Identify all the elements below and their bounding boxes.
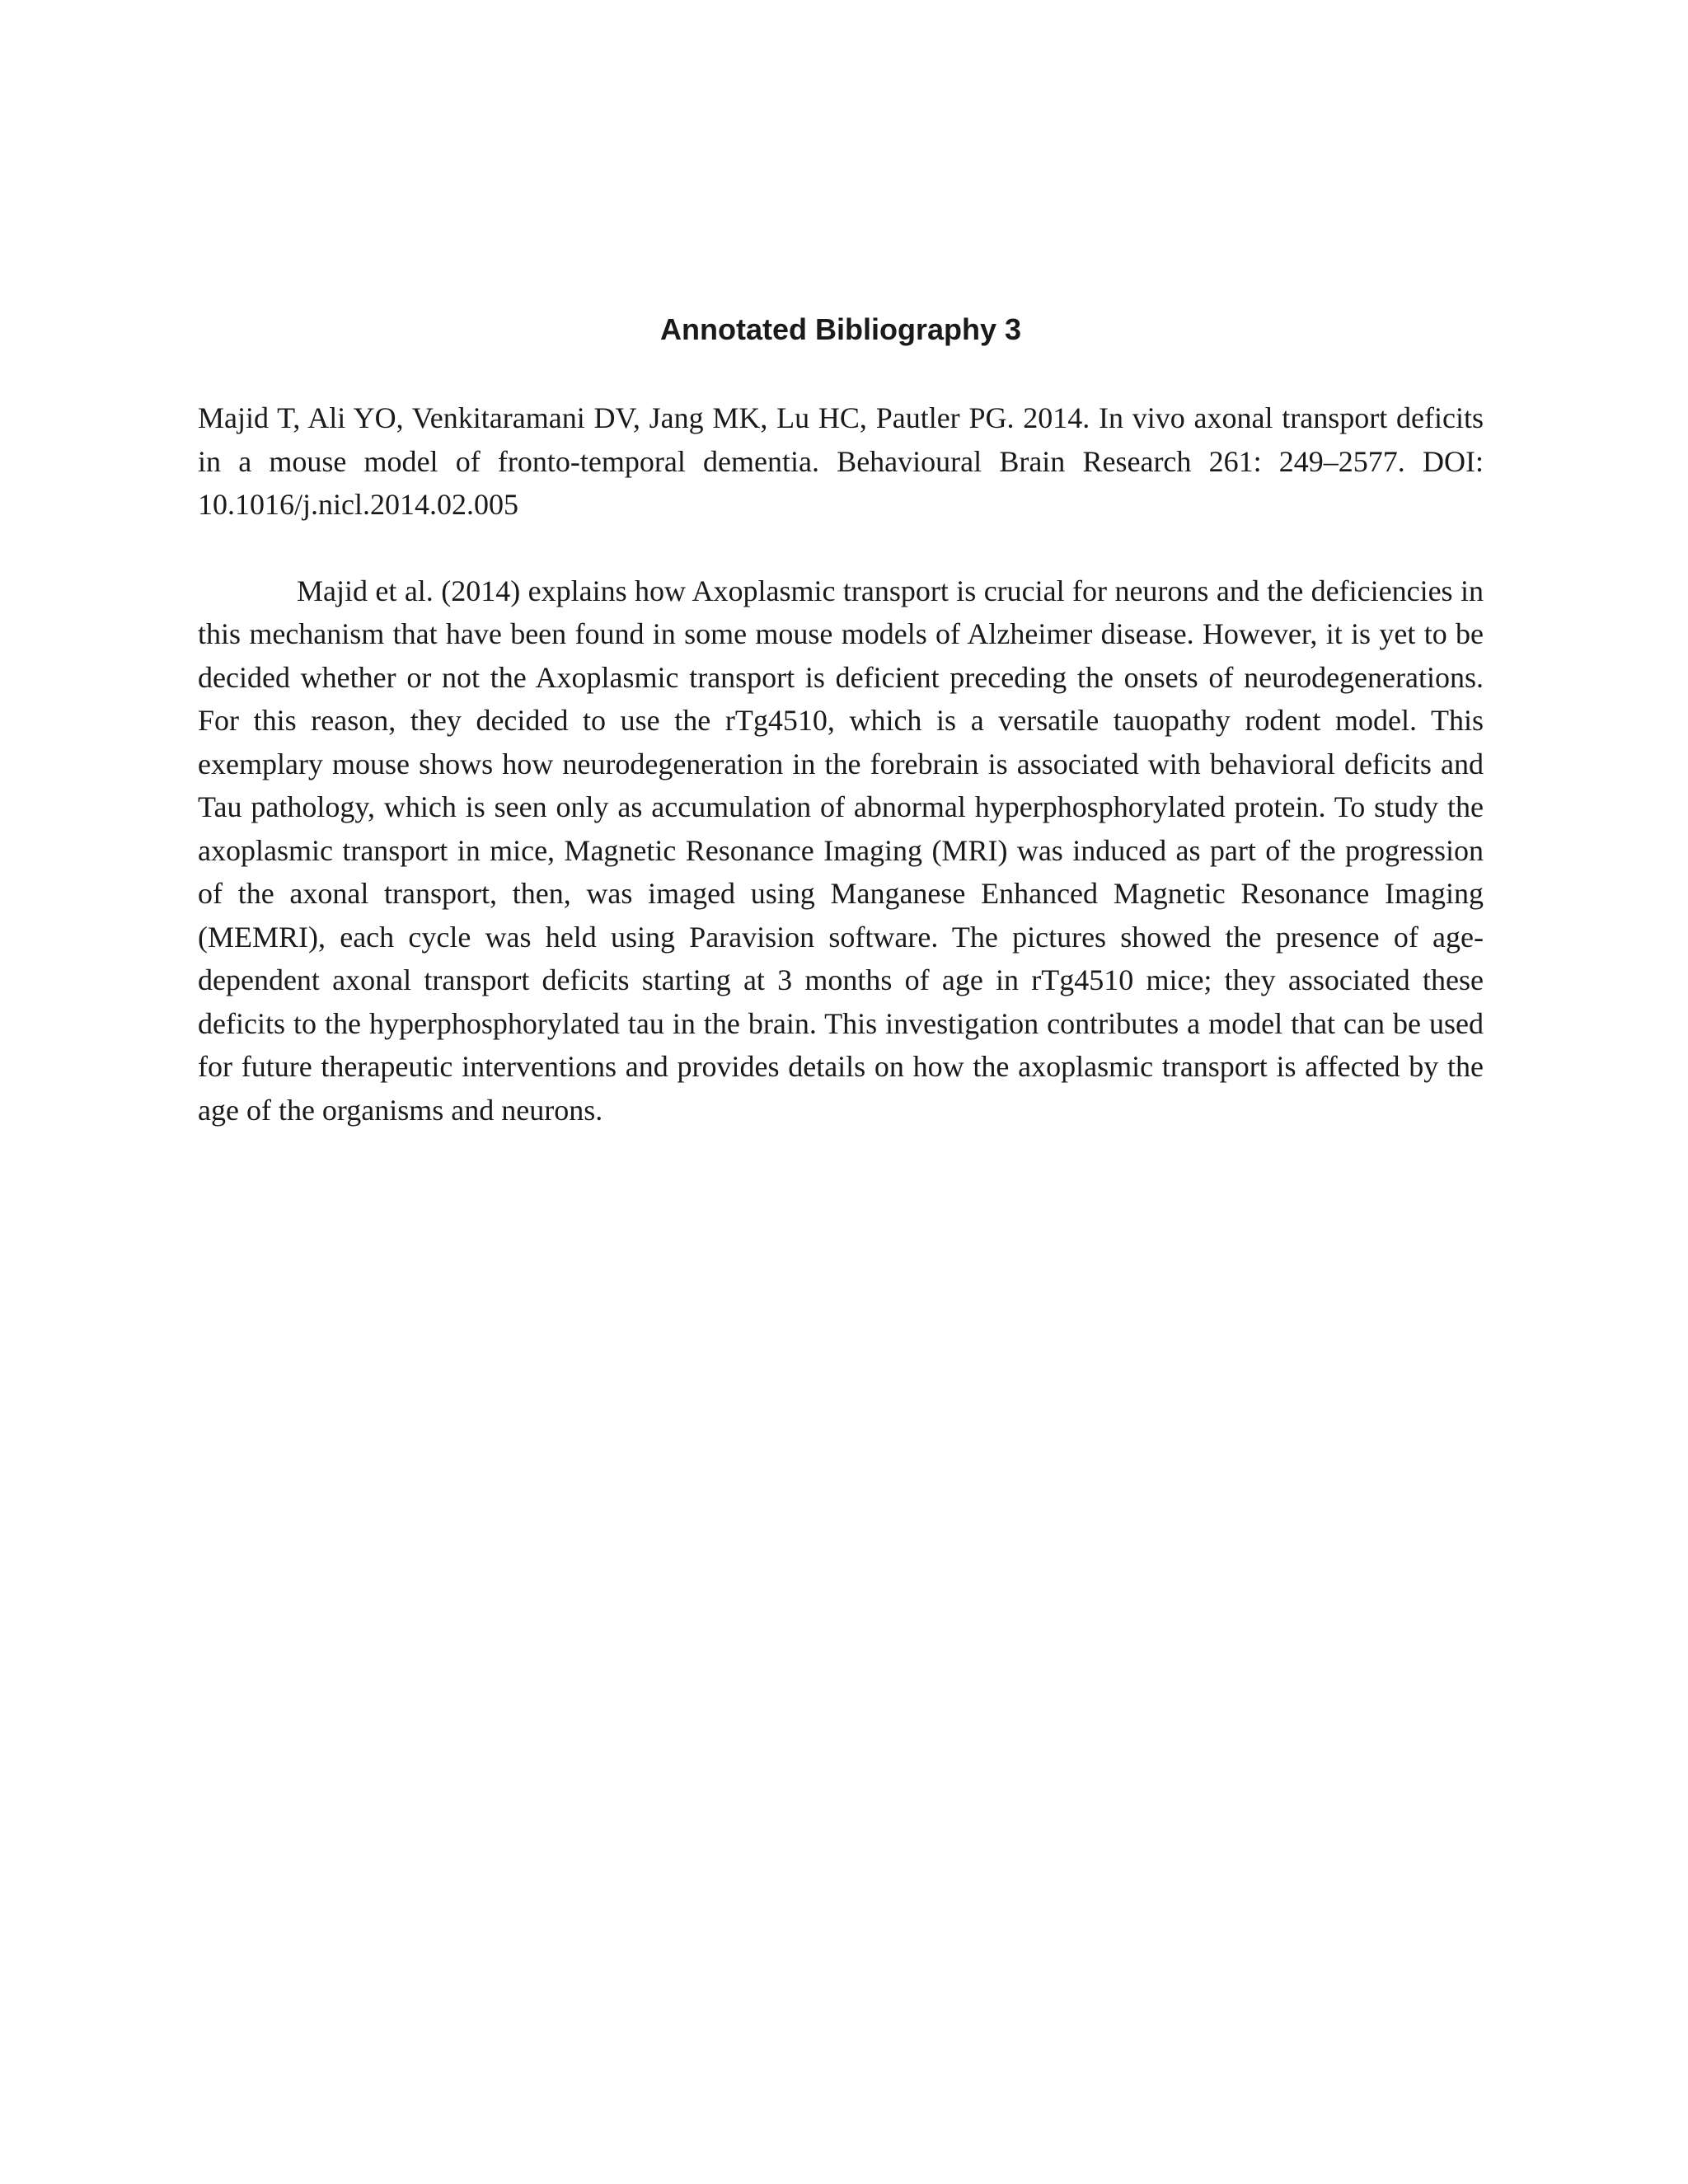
document-title: Annotated Bibliography 3 [659, 312, 1021, 346]
citation-paragraph: Majid T, Ali YO, Venkitaramani DV, Jang MK, Lu HC, Pautler PG. 2014. In vivo axonal transport deficits in a mouse model of fronto-temporal dementia. Behavioural Brain Research 261: 249–2577. DOI: 10.1016/j.nicl.2014.02.005 [198, 401, 1484, 521]
document-content [198, 305, 1484, 1132]
annotation-paragraph: Majid et al. (2014) explains how Axoplasmic transport is crucial for neurons and the deficiencies in this mechanism that have been found in some mouse models of Alzheimer disease. However, it is yet to be decided whether or not the Axoplasmic transport is deficient preceding the onsets of neurodegenerations. For this reason, they decided to use the rTg4510, which is a versatile tauopathy rodent model. This exemplary mouse shows how neurodegeneration in the forebrain is associated with behavioral deficits and Tau pathology, which is seen only as accumulation of abnormal hyperphosphorylated protein. To study the axoplasmic transport in mice, Magnetic Resonance Imaging (MRI) was induced as part of the progression of the axonal transport, then, was imaged using Manganese Enhanced Magnetic Resonance Imaging (MEMRI), each cycle was held using Paravision software. The pictures showed the presence of age-dependent axonal transport deficits starting at 3 months of age in rTg4510 mice; they associated these deficits to the hyperphosphorylated tau in the brain. This investigation contributes a model that can be used for future therapeutic interventions and provides details on how the axoplasmic transport is affected by the age of the organisms and neurons. [198, 574, 1484, 1127]
